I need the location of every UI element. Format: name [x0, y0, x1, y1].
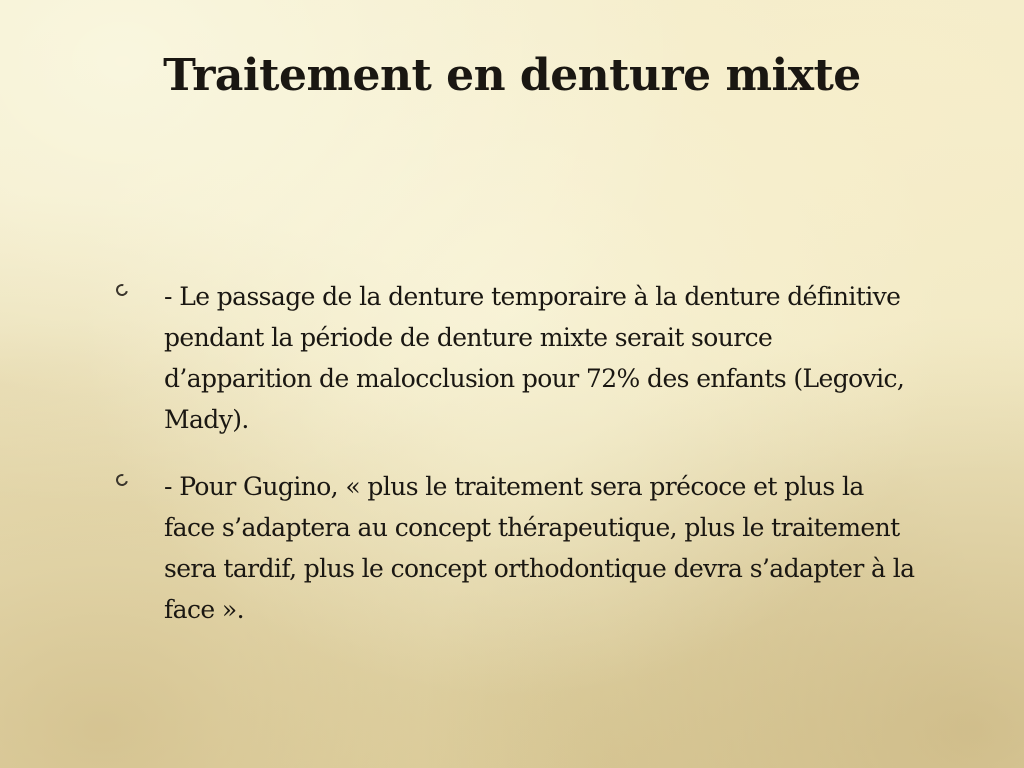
bullet-text: - Pour Gugino, « plus le traitement sera précoce et plus la face s’adaptera au concept thérapeutique, plus le traitement sera tardif, plus le concept orthodontique devra s’adapter à la face ». [164, 472, 915, 624]
bullet-icon [114, 472, 130, 488]
list-item [116, 276, 916, 440]
bullet-text: - Le passage de la denture temporaire à la denture définitive pendant la période de denture mixte serait source d’apparition de malocclusion pour 72% des enfants (Legovic, Mady). [164, 282, 905, 434]
list-item [116, 466, 916, 630]
bullet-list [116, 276, 916, 656]
slide-title: Traitement en denture mixte [163, 50, 861, 101]
bullet-icon [114, 282, 130, 298]
